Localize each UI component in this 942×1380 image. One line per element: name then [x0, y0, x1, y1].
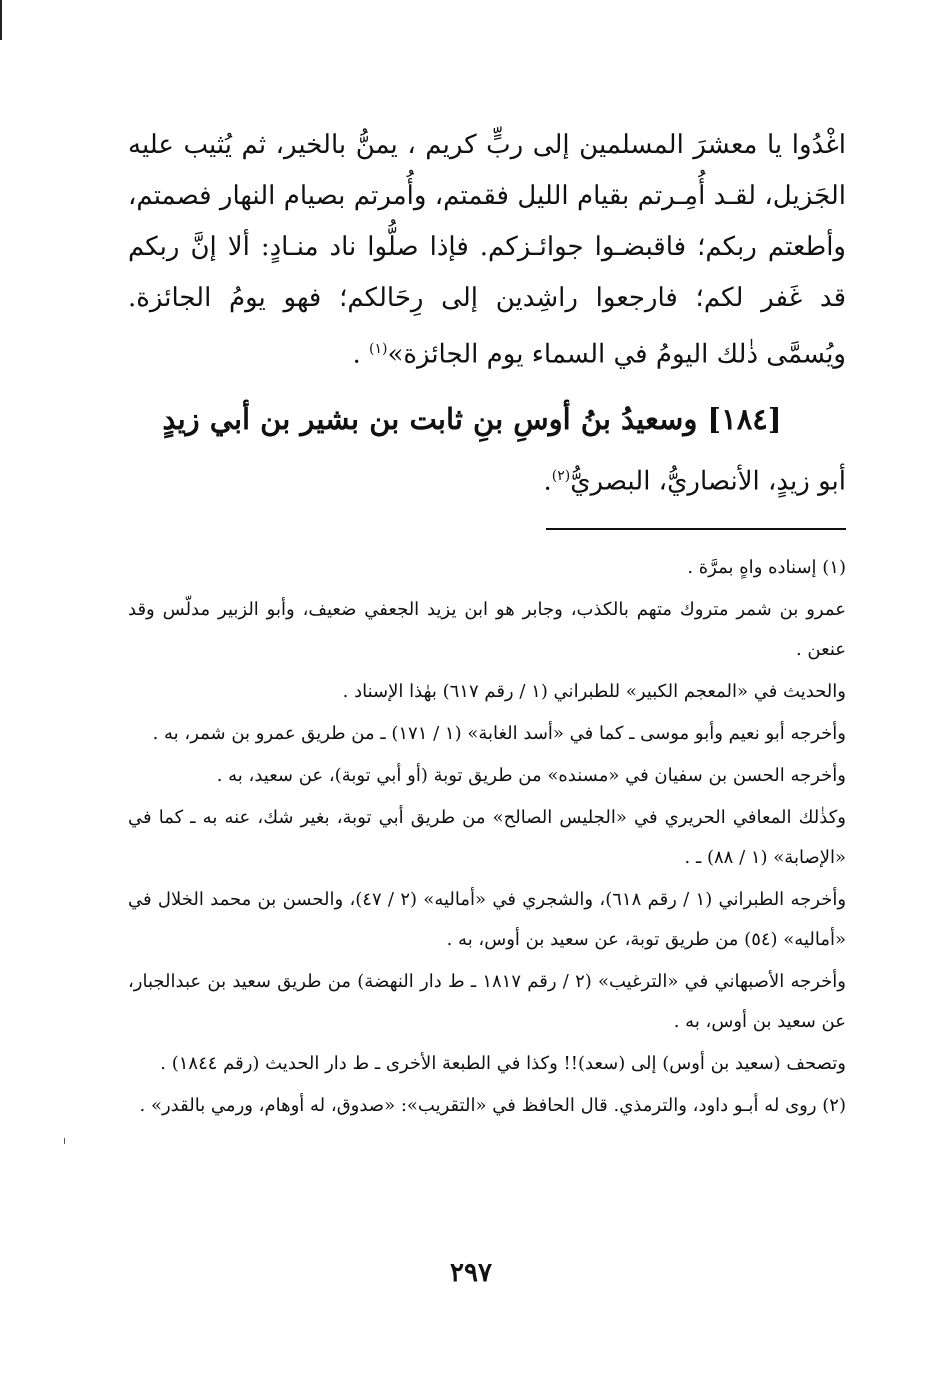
- main-paragraph-end: .: [352, 339, 369, 370]
- entry-subtitle: [128, 451, 846, 507]
- main-text: [128, 120, 846, 381]
- page-number: ٢٩٧: [450, 1258, 492, 1288]
- footnote-line: وأخرجه الحسن بن سفيان في «مسنده» من طريق توبة (أو أبي توبة)، عن سعيد، به .: [216, 765, 846, 787]
- entry-subtitle-text: أبو زيدٍ، الأنصاريُّ، البصريُّ: [570, 466, 846, 497]
- footnote-line: (٢) روى له أبـو داود، والترمذي. قال الحافظ في «التقريب»: «صدوق، له أوهام، ورمي بالقدر» .: [139, 1095, 846, 1117]
- footnote-line: والحديث في «المعجم الكبير» للطبراني (١ / رقم ٦١٧) بهٰذا الإسناد .: [342, 681, 846, 703]
- footnote-line: وأخرجه الطبراني (١ / رقم ٦١٨)، والشجري في «أماليه» (٢ / ٤٧)، والحسن بن محمد الخلال في «أماليه» (٥٤) من طريق توبة، عن سعيد بن أوس، به .: [128, 889, 847, 951]
- footnote-separator: [546, 528, 846, 530]
- page-content: [128, 120, 846, 1128]
- main-paragraph-text: اغْدُوا يا معشرَ المسلمين إلى ربٍّ كريم ، يمنُّ بالخير، ثم يُثيب عليه الجَزيل، لقـد أُمِـرتم بقيام الليل فقمتم، وأُمرتم بصيام النهار فصمتم، وأطعتم ربكم؛ فاقبضـوا جوائـزكم. فإذا صلُّوا ناد منـادٍ: ألا إنَّ ربكم قد غَفر لكم؛ فارجعوا راشِدين إلى رِحَالكم؛ فهو يومُ الجائزة. ويُسمَّى ذٰلك اليومُ في السماء يوم الجائزة»: [128, 130, 846, 370]
- entry-subtitle-end: .: [543, 466, 552, 497]
- footnote-line: (١) إسناده واهٍ بمرَّة .: [687, 557, 846, 579]
- footnote-line: عمرو بن شمر متروك متهم بالكذب، وجابر هو ابن يزيد الجعفي ضعيف، وأبو الزبير مدلّس وقد عنعن .: [128, 599, 846, 661]
- footnote-line: وأخرجه الأصبهاني في «الترغيب» (٢ / رقم ١٨١٧ ـ ط دار النهضة) من طريق سعيد بن عبدالجبار، عن سعيد بن أوس، به .: [128, 971, 846, 1033]
- page-edge-mark: [0, 0, 2, 40]
- footnote-line: وأخرجه أبو نعيم وأبو موسى ـ كما في «أسد الغابة» (١ / ١٧١) ـ من طريق عمرو بن شمر، به .: [152, 723, 846, 745]
- footnote-ref-1: (١): [368, 341, 388, 357]
- footnote-ref-2: (٢): [551, 467, 571, 484]
- footnotes: [128, 548, 846, 1126]
- entry-heading: [١٨٤] وسعيدُ بنُ أوسِ بنِ ثابت بن بشير بن أبي زيدٍ: [162, 401, 782, 436]
- stray-mark: [64, 1138, 65, 1144]
- footnote-line: وتصحف (سعيد بن أوس) إلى (سعد)!! وكذا في الطبعة الأخرى ـ ط دار الحديث (رقم ١٨٤٤) .: [160, 1053, 846, 1075]
- footnote-line: وكذٰلك المعافي الحريري في «الجليس الصالح» من طريق أبي توبة، بغير شك، عنه به ـ كما في «الإصابة» (١ / ٨٨) ـ .: [128, 807, 846, 869]
- main-paragraph: [128, 120, 846, 381]
